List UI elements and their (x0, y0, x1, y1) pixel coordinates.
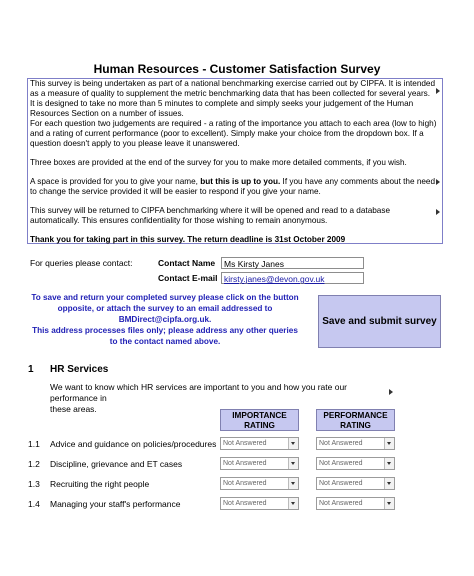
contact-name-label: Contact Name (158, 258, 216, 268)
intro-line: This survey will be returned to CIPFA benchmarking where it will be opened and read to a database (30, 206, 390, 215)
importance-dropdown[interactable] (220, 437, 299, 450)
instruction-line: To save and return your completed survey please click on the button (31, 293, 299, 302)
dropdown-value: Not Answered (223, 500, 267, 507)
section-title: HR Services (50, 364, 109, 375)
intro-line: automatically. This ensures confidentiality for those wishing to remain anonymous. (30, 216, 328, 225)
chevron-down-icon[interactable] (288, 478, 298, 489)
intro-line: to change the service provided it will be easier to respond if you give your name. (30, 187, 321, 196)
intro-line: and a rating of current performance (poor to excellent). Simply make your choice from the dropdown box. If a (30, 129, 424, 138)
scroll-arrow-icon (436, 179, 440, 185)
question-text: Managing your staff's performance (50, 499, 181, 509)
intro-text-box[interactable] (27, 78, 443, 244)
importance-dropdown[interactable] (220, 457, 299, 470)
chevron-down-icon[interactable] (384, 478, 394, 489)
header-line: RATING (244, 421, 275, 430)
intro-line: Three boxes are provided at the end of the survey for you to make more detailed comments, if you wish. (30, 158, 407, 167)
dropdown-value: Not Answered (319, 460, 363, 467)
importance-rating-header (220, 409, 299, 431)
description-line: We want to know which HR services are important to you and how you rate our performance in (50, 382, 348, 403)
question-text: Discipline, grievance and ET cases (50, 459, 183, 469)
chevron-down-icon[interactable] (288, 438, 298, 449)
chevron-down-icon[interactable] (384, 438, 394, 449)
intro-line: This survey is being undertaken as part of a national benchmarking exercise carried out by CIPFA. It is intended (30, 79, 436, 88)
intro-line: Resources Section on a number of issues. (30, 109, 184, 118)
performance-rating-header (316, 409, 395, 431)
performance-dropdown[interactable] (316, 477, 395, 490)
section-number: 1 (28, 364, 34, 375)
contact-name-field[interactable]: Ms Kirsty Janes (221, 257, 364, 269)
question-number: 1.4 (28, 499, 40, 509)
performance-dropdown[interactable] (316, 497, 395, 510)
intro-line: as a measure of quality to supplement the metric benchmarking data that has been collected for several years. (30, 89, 431, 98)
return-deadline: Thank you for taking part in this survey. The return deadline is 31st October 2009 (30, 235, 346, 244)
instruction-line: BMDirect@cipfa.org.uk. (118, 315, 212, 324)
contact-email-label: Contact E-mail (158, 273, 218, 283)
intro-bold-text: but this is up to you. (200, 177, 281, 186)
intro-line: For each question two judgements are required - a rating of the importance you attach to each area (low to high) (30, 119, 437, 128)
instruction-line: to the contact named above. (109, 337, 221, 346)
return-instructions (28, 292, 302, 347)
description-line: these areas. (50, 404, 97, 414)
header-line: PERFORMANCE (323, 411, 388, 420)
dropdown-value: Not Answered (223, 440, 267, 447)
intro-text: If you have any comments about the need (280, 177, 436, 186)
performance-dropdown[interactable] (316, 437, 395, 450)
save-and-submit-button[interactable]: Save and submit survey (318, 295, 441, 348)
question-number: 1.3 (28, 479, 40, 489)
contact-email-link[interactable]: kirsty.janes@devon.gov.uk (224, 274, 325, 284)
dropdown-value: Not Answered (319, 480, 363, 487)
chevron-down-icon[interactable] (288, 458, 298, 469)
question-text: Recruiting the right people (50, 479, 150, 489)
header-line: RATING (340, 421, 371, 430)
dropdown-value: Not Answered (319, 440, 363, 447)
scroll-arrow-icon (436, 88, 440, 94)
instruction-line: opposite, or attach the survey to an email addressed to (57, 304, 273, 313)
importance-dropdown[interactable] (220, 477, 299, 490)
importance-dropdown[interactable] (220, 497, 299, 510)
chevron-down-icon[interactable] (288, 498, 298, 509)
question-number: 1.2 (28, 459, 40, 469)
intro-text: A space is provided for you to give your name, (30, 177, 201, 186)
intro-line (30, 177, 440, 187)
intro-line: question doesn't apply to you please leave it unanswered. (30, 139, 240, 148)
page-title: Human Resources - Customer Satisfaction Survey (93, 62, 381, 76)
queries-label: For queries please contact: (30, 258, 133, 268)
question-number: 1.1 (28, 439, 40, 449)
header-line: IMPORTANCE (232, 411, 287, 420)
performance-dropdown[interactable] (316, 457, 395, 470)
chevron-down-icon[interactable] (384, 458, 394, 469)
scroll-arrow-icon (389, 389, 393, 395)
question-text: Advice and guidance on policies/procedures (50, 439, 217, 449)
intro-line: It is designed to take no more than 5 minutes to complete and simply seeks your judgement of the Human (30, 99, 414, 108)
dropdown-value: Not Answered (319, 500, 363, 507)
dropdown-value: Not Answered (223, 460, 267, 467)
scroll-arrow-icon (436, 209, 440, 215)
dropdown-value: Not Answered (223, 480, 267, 487)
instruction-line: This address processes files only; please address any other queries (32, 326, 298, 335)
chevron-down-icon[interactable] (384, 498, 394, 509)
contact-email-field[interactable] (221, 272, 364, 284)
